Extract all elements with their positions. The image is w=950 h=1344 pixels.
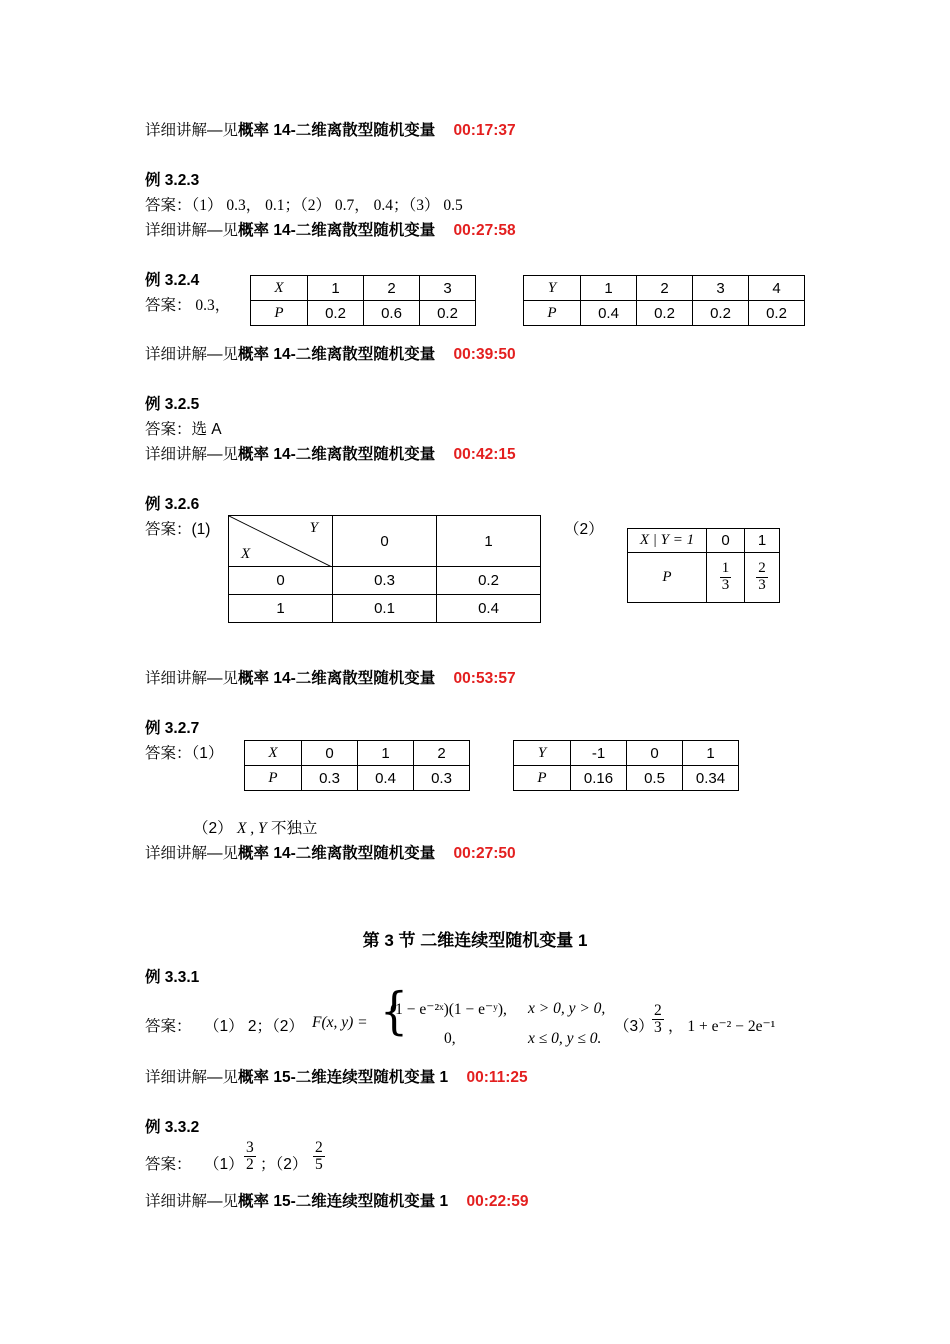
prob-cell: 0.16 xyxy=(571,766,627,791)
answer-label: 答案：(1) xyxy=(145,521,211,538)
lecture-title[interactable]: 概率 14-二维离散型随机变量 xyxy=(238,845,436,862)
detail-line xyxy=(145,342,516,364)
prob-cell xyxy=(707,553,745,603)
prob-cell: 0.2 xyxy=(749,301,805,326)
prob-label-cell: P xyxy=(514,766,571,791)
detail-line-1 xyxy=(145,118,516,140)
answer-label: 答案： xyxy=(145,1018,192,1035)
value-cell: 1 xyxy=(581,276,637,301)
detail-prefix: 详细讲解—见 xyxy=(145,845,239,862)
case2-expr: 0, xyxy=(444,1030,456,1047)
lecture-title[interactable]: 概率 14-二维离散型随机变量 xyxy=(238,670,436,687)
lecture-title[interactable]: 概率 14-二维离散型随机变量 xyxy=(238,222,436,239)
distribution-table-y xyxy=(513,740,739,791)
detail-prefix: 详细讲解—见 xyxy=(145,346,239,363)
answer-text: 答案：选 A xyxy=(145,421,222,438)
example-title: 例 3.2.7 xyxy=(145,720,200,737)
detail-line xyxy=(145,1189,529,1211)
value-cell: 3 xyxy=(693,276,749,301)
prob-label-cell: P xyxy=(628,553,707,603)
answer-text: 答案： 0.3， xyxy=(145,297,231,314)
detail-line xyxy=(145,1065,528,1087)
detail-prefix: 详细讲解—见 xyxy=(145,122,239,139)
lecture-title[interactable]: 概率 14-二维离散型随机变量 xyxy=(238,122,436,139)
detail-prefix: 详细讲解—见 xyxy=(145,670,239,687)
answer-part3-tail: ， 1 + e⁻² − 2e⁻¹ xyxy=(668,1018,776,1035)
value-cell: 1 xyxy=(745,529,780,553)
diagonal-header-cell xyxy=(229,516,333,567)
prob-cell: 0.3 xyxy=(414,766,470,791)
distribution-table-y xyxy=(523,275,805,326)
example-title: 例 3.2.6 xyxy=(145,496,200,513)
value-cell: 0 xyxy=(707,529,745,553)
var-cell: Y xyxy=(524,276,581,301)
cond-header-cell: X | Y = 1 xyxy=(628,529,707,553)
prob-cell: 0.5 xyxy=(627,766,683,791)
lecture-title[interactable]: 概率 14-二维离散型随机变量 xyxy=(238,446,436,463)
prob-cell: 0.1 xyxy=(333,595,437,623)
value-cell: 2 xyxy=(637,276,693,301)
fraction xyxy=(756,561,768,594)
detail-line xyxy=(145,442,516,464)
denominator: 3 xyxy=(654,1019,662,1037)
prob-cell: 0.6 xyxy=(364,301,420,326)
denominator: 2 xyxy=(246,1156,254,1174)
answer-label: 答案：（1） xyxy=(145,745,224,762)
detail-prefix: 详细讲解—见 xyxy=(145,222,239,239)
denominator: 3 xyxy=(758,577,766,593)
example-title: 例 3.2.3 xyxy=(145,172,200,189)
prob-cell: 0.4 xyxy=(437,595,541,623)
prob-cell: 0.2 xyxy=(693,301,749,326)
part2-text: 不独立 xyxy=(266,820,318,837)
denominator: 3 xyxy=(721,577,730,593)
part2-line xyxy=(193,816,317,838)
lecture-title[interactable]: 概率 15-二维连续型随机变量 1 xyxy=(238,1069,449,1086)
lecture-title[interactable]: 概率 15-二维连续型随机变量 1 xyxy=(238,1193,449,1210)
prob-label-cell: P xyxy=(251,301,308,326)
part2-label: （2） xyxy=(564,521,604,538)
value-cell: 2 xyxy=(414,741,470,766)
left-brace: { xyxy=(380,982,408,1041)
numerator: 2 xyxy=(758,560,766,577)
answer-part1: （1） xyxy=(204,1156,244,1173)
part2-label: （2） xyxy=(193,820,233,837)
row-var-label: X xyxy=(241,546,251,562)
example-title: 例 3.2.4 xyxy=(145,272,200,289)
timestamp[interactable]: 00:22:59 xyxy=(466,1193,529,1210)
value-cell: 4 xyxy=(749,276,805,301)
conditional-distribution-table xyxy=(627,528,780,603)
case1-cond: x > 0, y > 0, xyxy=(528,1000,606,1017)
detail-line xyxy=(145,666,516,688)
prob-cell: 0.3 xyxy=(333,567,437,595)
prob-cell: 0.2 xyxy=(308,301,364,326)
col-header-cell: 1 xyxy=(437,516,541,567)
var-cell: X xyxy=(251,276,308,301)
joint-distribution-table xyxy=(228,515,541,623)
prob-cell: 0.4 xyxy=(358,766,414,791)
answer-text: （1） 0.3， 0.1；（2） 0.7， 0.4；（3） 0.5 xyxy=(191,197,463,214)
col-header-cell: 0 xyxy=(333,516,437,567)
detail-prefix: 详细讲解—见 xyxy=(145,446,239,463)
var-cell: X xyxy=(245,741,302,766)
example-title: 例 3.2.5 xyxy=(145,396,200,413)
fraction xyxy=(244,1140,256,1174)
distribution-table-x xyxy=(250,275,476,326)
lecture-title[interactable]: 概率 14-二维离散型随机变量 xyxy=(238,346,436,363)
prob-label-cell: P xyxy=(524,301,581,326)
detail-prefix: 详细讲解—见 xyxy=(145,1193,239,1210)
fraction xyxy=(720,561,732,594)
prob-cell: 0.2 xyxy=(637,301,693,326)
numerator: 2 xyxy=(315,1139,323,1156)
case1-expr: (1 − e⁻²ˣ)(1 − e⁻ʸ), xyxy=(390,1001,507,1018)
var-cell: Y xyxy=(514,741,571,766)
vars: X , Y xyxy=(236,820,267,837)
prob-cell: 0.34 xyxy=(683,766,739,791)
F-lhs: F(x, y) = xyxy=(312,1014,368,1031)
fraction xyxy=(313,1140,325,1174)
value-cell: 0 xyxy=(302,741,358,766)
value-cell: 1 xyxy=(683,741,739,766)
col-var-label: Y xyxy=(309,520,318,536)
timestamp[interactable]: 00:27:50 xyxy=(453,845,516,862)
value-cell: 0 xyxy=(627,741,683,766)
row-header-cell: 1 xyxy=(229,595,333,623)
timestamp[interactable]: 00:17:37 xyxy=(453,122,516,139)
prob-cell: 0.2 xyxy=(437,567,541,595)
prob-cell xyxy=(745,553,780,603)
timestamp[interactable]: 00:39:50 xyxy=(453,346,516,363)
detail-prefix: 详细讲解—见 xyxy=(145,1069,239,1086)
value-cell: 3 xyxy=(420,276,476,301)
answer-line xyxy=(145,193,463,215)
answer-label: 答案： xyxy=(145,1156,192,1173)
fraction xyxy=(652,1003,664,1037)
numerator: 2 xyxy=(654,1002,662,1019)
example-title: 例 3.3.2 xyxy=(145,1119,200,1136)
section-title: 第 3 节 二维连续型随机变量 1 xyxy=(362,931,588,950)
answer-label: 答案： xyxy=(145,197,192,214)
prob-label-cell: P xyxy=(245,766,302,791)
timestamp[interactable]: 00:27:58 xyxy=(453,222,516,239)
prob-cell: 0.4 xyxy=(581,301,637,326)
value-cell: 2 xyxy=(364,276,420,301)
value-cell: 1 xyxy=(358,741,414,766)
numerator: 3 xyxy=(246,1139,254,1156)
timestamp[interactable]: 00:42:15 xyxy=(453,446,516,463)
case2-cond: x ≤ 0, y ≤ 0. xyxy=(528,1030,602,1047)
value-cell: -1 xyxy=(571,741,627,766)
row-header-cell: 0 xyxy=(229,567,333,595)
example-title: 例 3.3.1 xyxy=(145,969,200,986)
prob-cell: 0.2 xyxy=(420,301,476,326)
answer-part2: ；（2） xyxy=(260,1156,308,1173)
timestamp[interactable]: 00:53:57 xyxy=(453,670,516,687)
value-cell: 1 xyxy=(308,276,364,301)
timestamp[interactable]: 00:11:25 xyxy=(466,1069,528,1086)
prob-cell: 0.3 xyxy=(302,766,358,791)
answer-part3: （3） xyxy=(614,1018,654,1035)
denominator: 5 xyxy=(315,1156,323,1174)
detail-line xyxy=(145,841,516,863)
answer-part1: （1） 2；（2） xyxy=(204,1018,304,1035)
numerator: 1 xyxy=(721,560,730,577)
detail-line xyxy=(145,218,516,240)
distribution-table-x xyxy=(244,740,470,791)
